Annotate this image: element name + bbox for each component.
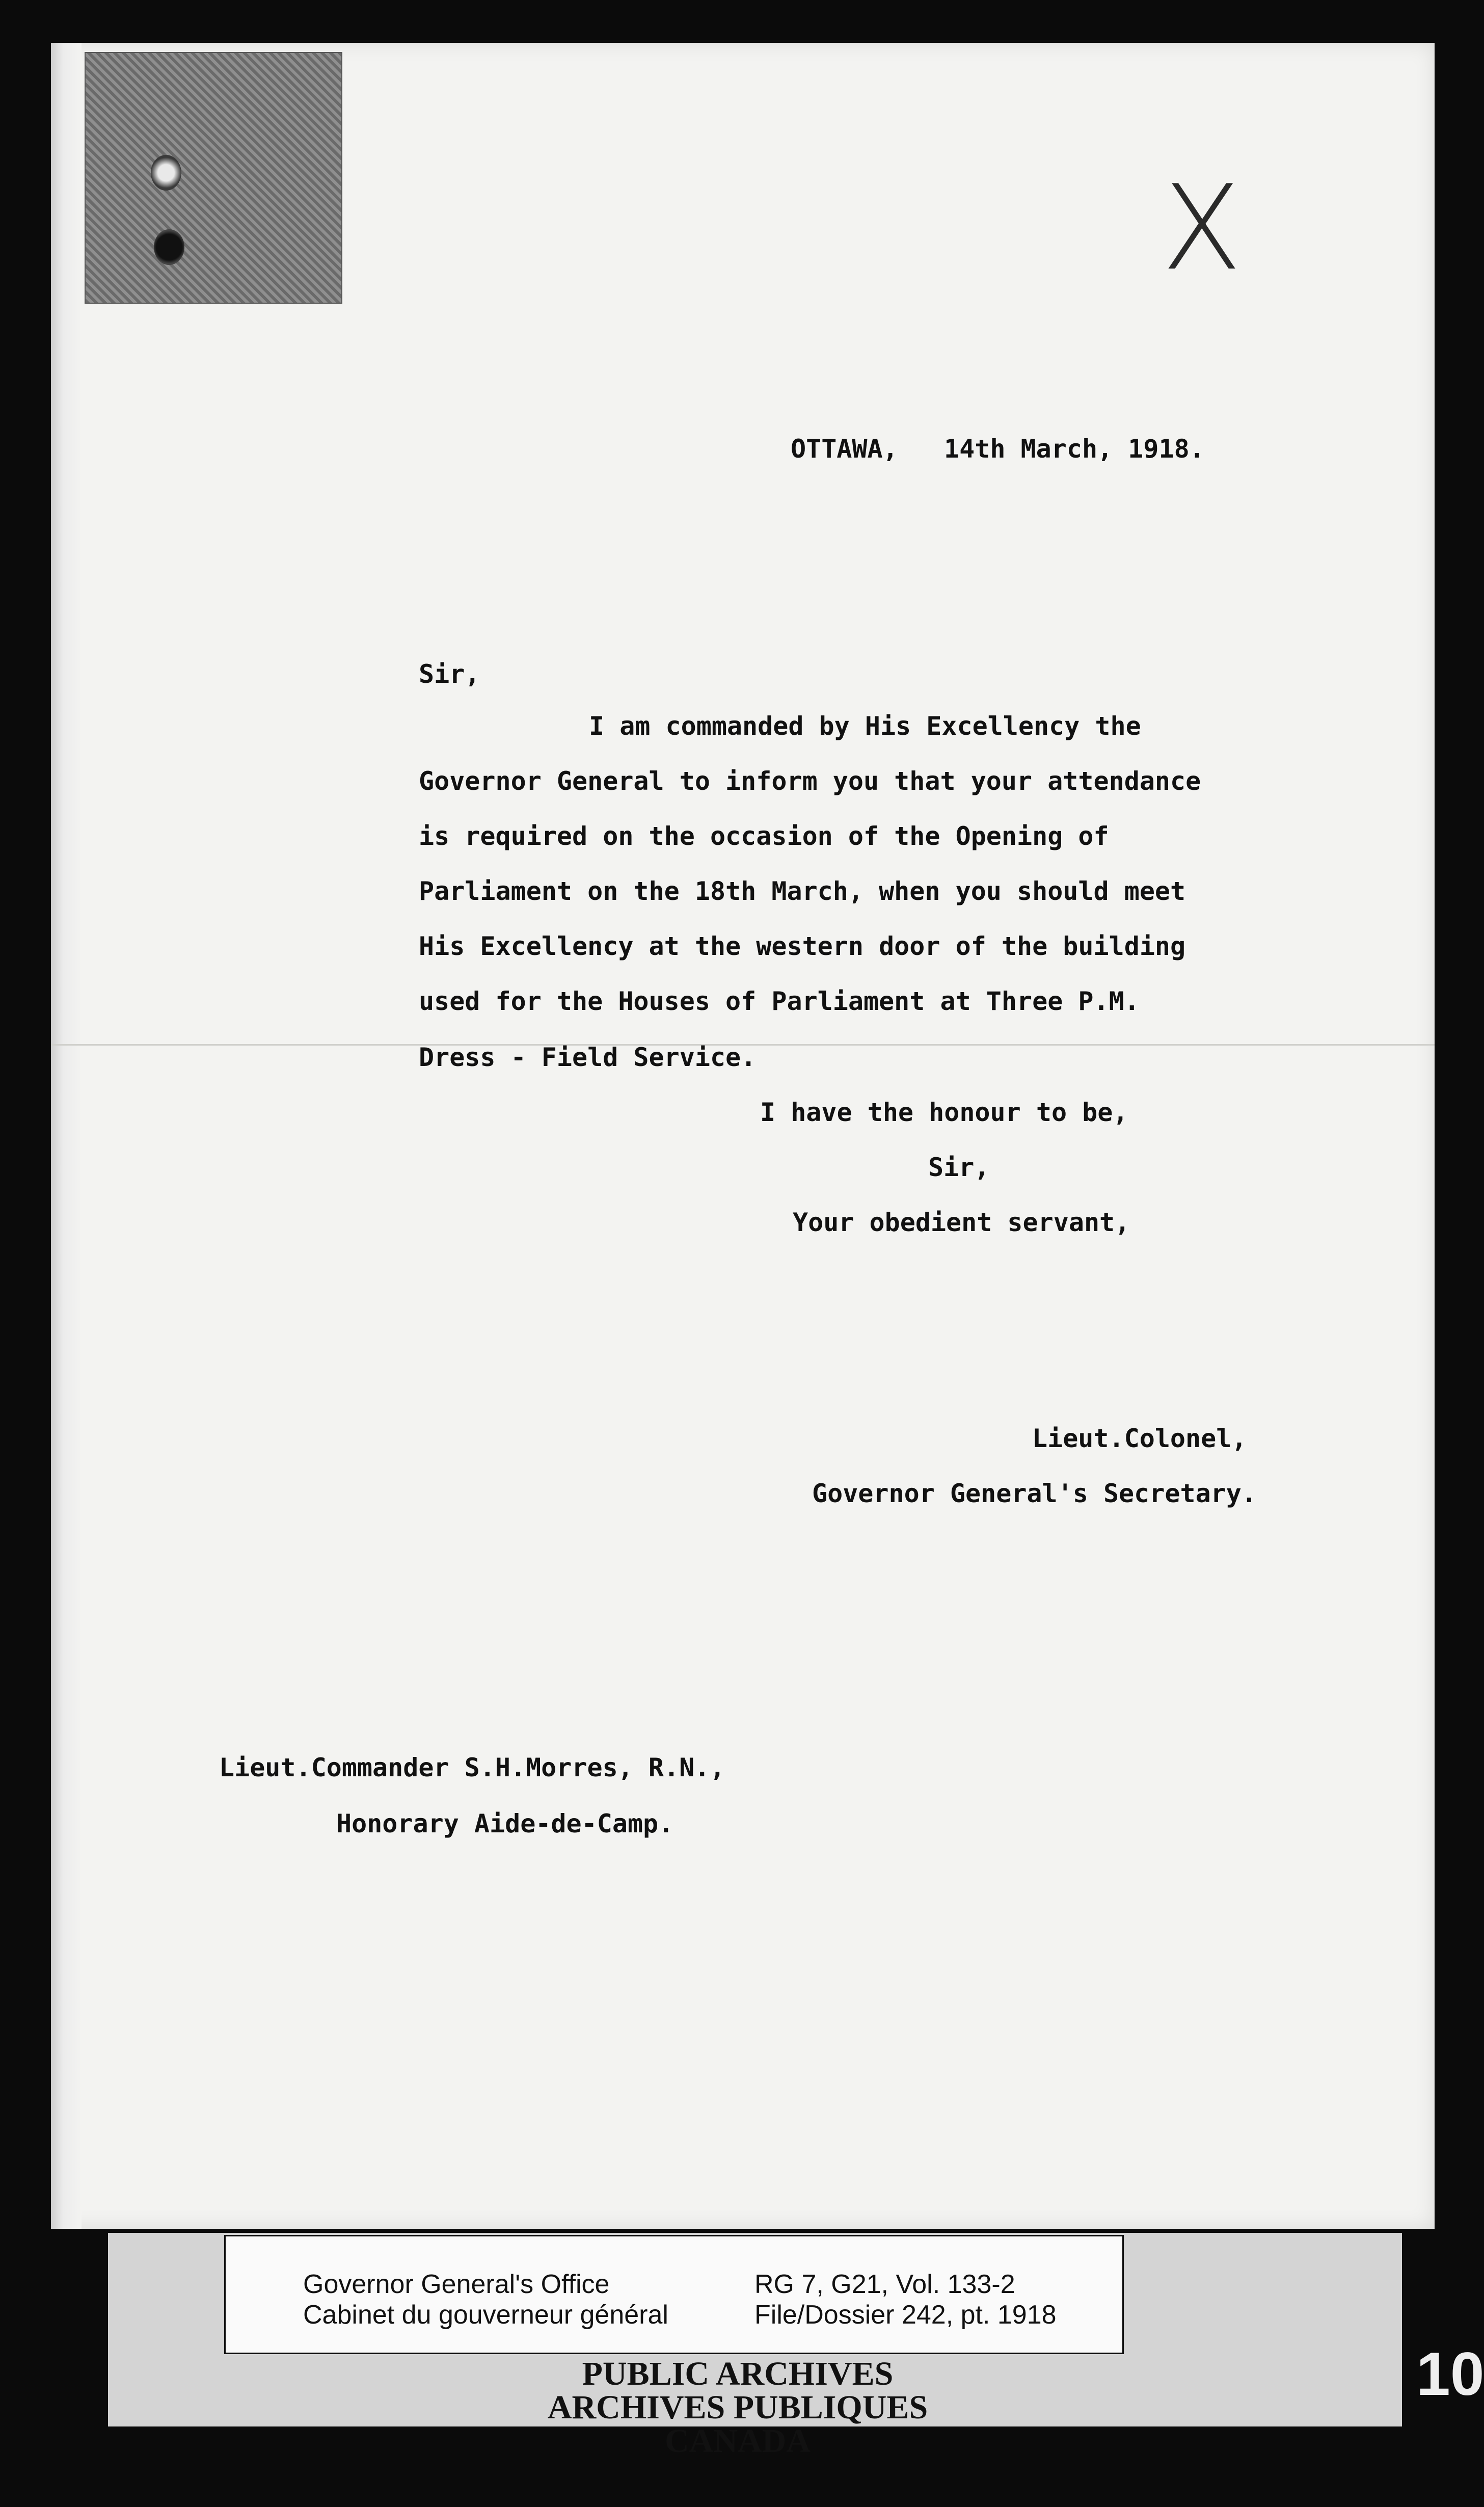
addressee-title: Honorary Aide-de-Camp. — [336, 1809, 674, 1838]
closing-line: I have the honour to be, — [760, 1098, 1128, 1127]
fabric-swatch — [85, 52, 342, 304]
letter-page — [51, 43, 1435, 2229]
body-line: Parliament on the 18th March, when you should meet — [419, 876, 1186, 906]
closing-line: Your obedient servant, — [793, 1208, 1130, 1237]
page-margin-strip — [51, 43, 82, 2229]
margin-x-mark: X — [1162, 161, 1242, 297]
archives-stamp-fr: ARCHIVES PUBLIQUES — [547, 2389, 928, 2426]
signature-title: Governor General's Secretary. — [812, 1479, 1257, 1508]
signature-rank: Lieut.Colonel, — [1032, 1424, 1247, 1453]
edge-fragment: 10 — [1416, 2340, 1484, 2408]
addressee-name: Lieut.Commander S.H.Morres, R.N., — [219, 1753, 725, 1782]
record-group-reference: RG 7, G21, Vol. 133-2 — [754, 2270, 1015, 2299]
body-line: Dress - Field Service. — [419, 1043, 757, 1072]
archives-stamp-country: CANADA — [665, 2422, 811, 2460]
archives-stamp-en: PUBLIC ARCHIVES — [582, 2355, 894, 2392]
punch-hole-icon — [151, 155, 181, 191]
body-line: Governor General to inform you that your attendance — [419, 766, 1201, 796]
archive-reference-label — [224, 2235, 1124, 2354]
office-name-en: Governor General's Office — [303, 2270, 610, 2299]
closing-line: Sir, — [928, 1153, 990, 1182]
body-line: His Excellency at the western door of the building — [419, 931, 1186, 961]
place-date: OTTAWA, 14th March, 1918. — [791, 434, 1205, 464]
salutation: Sir, — [419, 659, 480, 689]
body-line: is required on the occasion of the Opening of — [419, 821, 1109, 851]
body-line: used for the Houses of Parliament at Three P.M. — [419, 986, 1140, 1016]
body-line: I am commanded by His Excellency the — [589, 711, 1141, 741]
punch-hole-icon — [154, 229, 184, 265]
office-name-fr: Cabinet du gouverneur général — [303, 2300, 668, 2330]
file-reference: File/Dossier 242, pt. 1918 — [754, 2300, 1057, 2330]
